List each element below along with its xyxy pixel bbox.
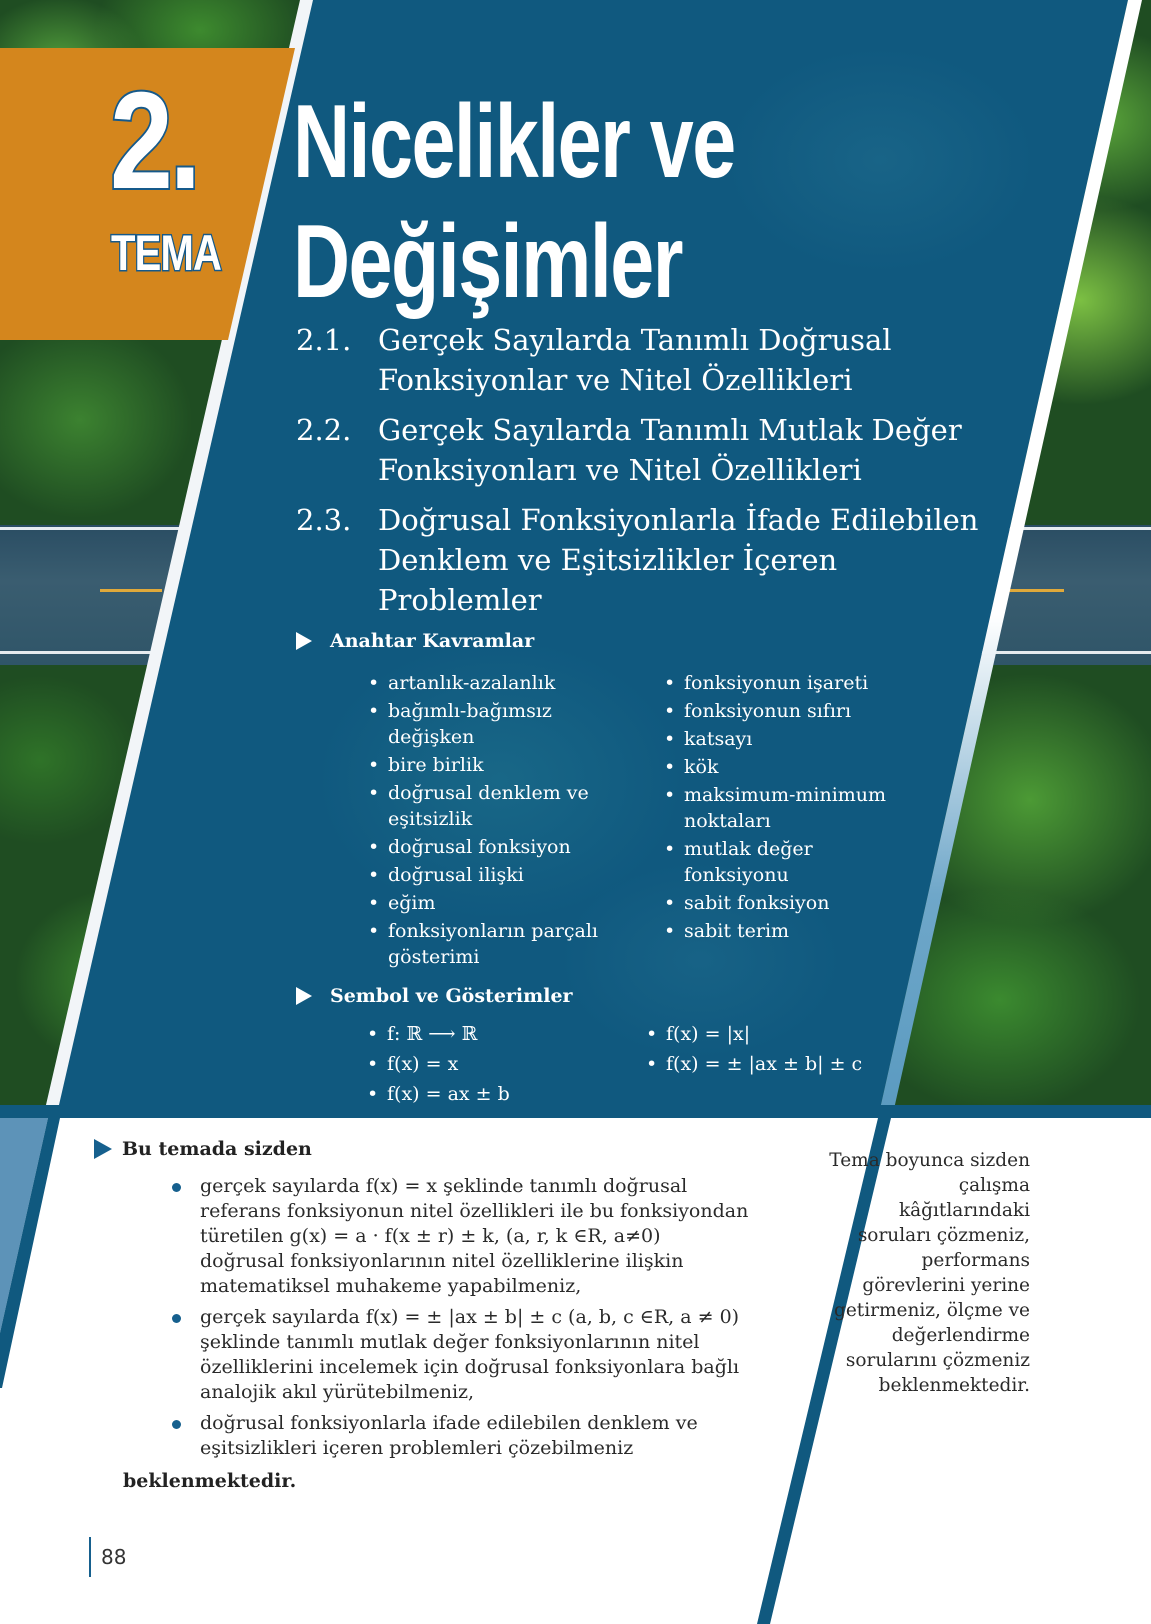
expectation-item: doğrusal fonksiyonlarla ifade edilebilen denklem ve eşitsizlikleri içeren problemleri çözebilmeniz	[170, 1411, 700, 1461]
side-note: Tema boyunca sizden çalışma kâğıtlarındaki soruları çözmeniz, performans görevlerini yerine getirmeniz, ölçme ve değerlendirme sorularını çözmeniz beklenmektedir.	[829, 1150, 1030, 1396]
key-concepts-heading-text: Anahtar Kavramlar	[330, 630, 535, 652]
key-concept-item: • artanlık-azalanlık	[368, 670, 618, 696]
key-concept-item: • fonksiyonun sıfırı	[664, 698, 904, 724]
subtopic-text: Doğrusal Fonksiyonlarla İfade Edilebilen Denklem ve Eşitsizlikler İçeren Problemler	[378, 503, 979, 617]
triangle-bullet-icon	[296, 987, 312, 1005]
key-concept-item: • mutlak değer fonksiyonu	[664, 836, 844, 888]
expectations-heading	[94, 1138, 312, 1160]
key-concept-item: • fonksiyonların parçalı gösterimi	[368, 918, 618, 970]
subtopic-list	[296, 320, 988, 630]
key-concepts-heading	[296, 630, 534, 652]
symbol-item: • f(x) = x	[367, 1050, 607, 1078]
key-concept-item: • doğrusal ilişki	[368, 862, 618, 888]
subtopic-number: 2.2.	[296, 413, 352, 447]
key-concept-item: • maksimum-minimum noktaları	[664, 782, 919, 834]
key-concept-item: • fonksiyonun işareti	[664, 670, 904, 696]
triangle-bullet-icon	[296, 632, 312, 650]
subtopic-text: Gerçek Sayılarda Tanımlı Doğrusal Fonksiyonlar ve Nitel Özellikleri	[378, 323, 892, 397]
symbol-item: • f(x) = ± |ax ± b| ± c	[646, 1050, 906, 1078]
symbols-left-list	[367, 1020, 607, 1110]
key-concept-item: • doğrusal fonksiyon	[368, 834, 618, 860]
symbol-item: • f(x) = ax ± b	[367, 1080, 607, 1108]
subtopic-item	[296, 500, 988, 620]
subtopic-item	[296, 320, 988, 400]
symbol-item: • f(x) = |x|	[646, 1020, 906, 1048]
key-concept-item: • sabit terim	[664, 918, 904, 944]
triangle-bullet-icon	[94, 1139, 112, 1159]
expectation-item: gerçek sayılarda f(x) = ± |ax ± b| ± c (a, b, c ∈R, a ≠ 0) şeklinde tanımlı mutlak değer fonksiyonlarının nitel özelliklerini incelemek için doğrusal fonksiyonlara bağlı analojik akıl yürütebilmeniz,	[170, 1305, 750, 1405]
expectations-list	[170, 1174, 750, 1467]
key-concept-item: • bire birlik	[368, 752, 618, 778]
key-concept-item: • bağımlı-bağımsız değişken	[368, 698, 568, 750]
expectations-footer: beklenmektedir.	[123, 1470, 297, 1492]
symbols-right-list	[646, 1020, 906, 1080]
road-center-dash	[100, 589, 162, 592]
key-concept-item: • katsayı	[664, 726, 904, 752]
expectations-heading-text: Bu temada sizden	[122, 1138, 312, 1160]
key-concept-item: • doğrusal denklem ve eşitsizlik	[368, 780, 598, 832]
theme-label: TEMA	[111, 225, 222, 281]
theme-title-line2: Değişimler	[293, 204, 682, 320]
key-concept-item: • eğim	[368, 890, 618, 916]
subtopic-number: 2.1.	[296, 323, 352, 357]
theme-number: 2.	[110, 64, 198, 218]
theme-title	[293, 82, 735, 322]
subtopic-text: Gerçek Sayılarda Tanımlı Mutlak Değer Fonksiyonları ve Nitel Özellikleri	[378, 413, 962, 487]
key-concept-item: • sabit fonksiyon	[664, 890, 904, 916]
symbol-item: • f: ℝ ⟶ ℝ	[367, 1020, 607, 1048]
panel-bottom-band	[0, 1105, 1151, 1118]
key-concept-item: • kök	[664, 754, 904, 780]
subtopic-item	[296, 410, 988, 490]
theme-title-line1: Nicelikler ve	[293, 84, 735, 200]
key-concepts-left-list	[368, 670, 618, 972]
page-number: 88	[89, 1537, 126, 1577]
subtopic-number: 2.3.	[296, 503, 352, 537]
symbols-heading-text: Sembol ve Gösterimler	[330, 985, 573, 1007]
expectation-item: gerçek sayılarda f(x) = x şeklinde tanımlı doğrusal referans fonksiyonun nitel özellikleri ile bu fonksiyondan türetilen g(x) = a · f(x ± r) ± k, (a, r, k ∈R, a≠0) doğrusal fonksiyonlarının nitel özelliklerine ilişkin matematiksel muhakeme yapabilmeniz,	[170, 1174, 750, 1299]
key-concepts-right-list	[664, 670, 904, 946]
symbols-heading	[296, 985, 573, 1007]
